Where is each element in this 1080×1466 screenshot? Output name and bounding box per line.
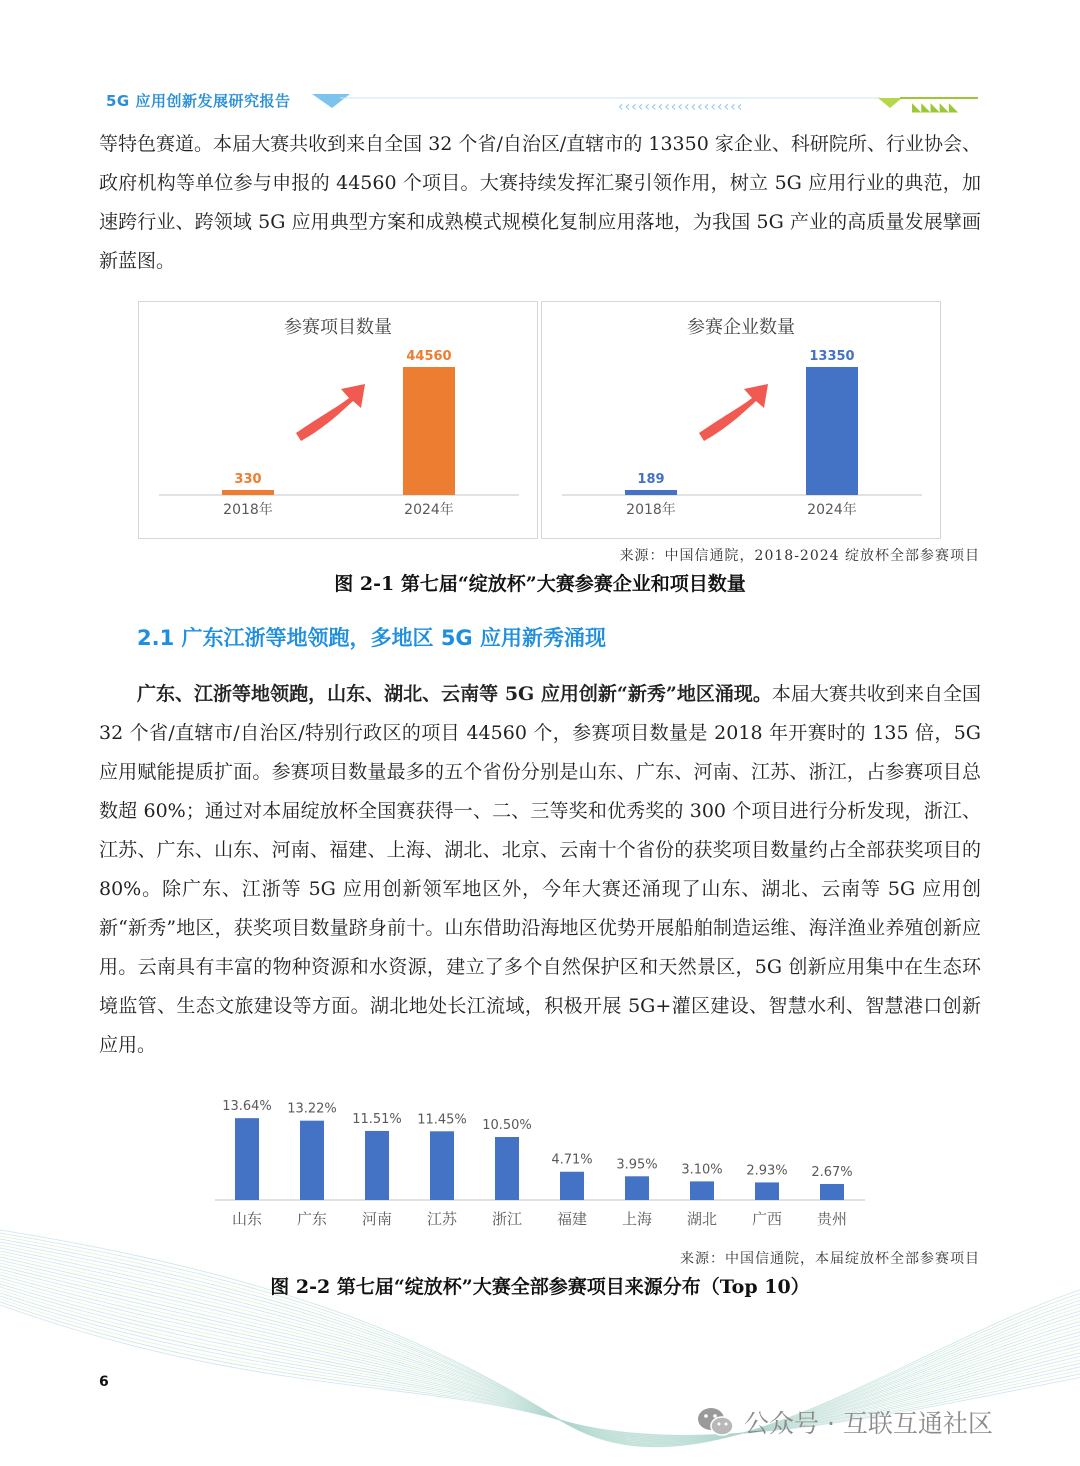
province-bar-9 [820, 1184, 844, 1200]
companies-bar-0 [625, 490, 677, 495]
province-category-label-2: 河南 [361, 1210, 393, 1228]
province-bar-8 [755, 1182, 779, 1200]
svg-text:◣◣◣◣◣: ◣◣◣◣◣ [912, 100, 959, 114]
province-category-label-0: 山东 [231, 1210, 263, 1228]
province-bar-0 [235, 1118, 259, 1200]
province-bar-5 [560, 1172, 584, 1200]
page-number: 6 [99, 1374, 109, 1390]
watermark-text: 公众号 · 互联互通社区 [744, 1409, 993, 1438]
projects-trend-arrow-icon [296, 384, 365, 441]
province-category-label-7: 湖北 [686, 1210, 718, 1228]
province-bar-4 [495, 1137, 519, 1200]
projects-value-label-1: 44560 [406, 349, 452, 364]
province-distribution-chart [200, 1082, 900, 1242]
province-bar-2 [365, 1131, 389, 1200]
intro-paragraph: 等特色赛道。本届大赛共收到来自全国 32 个省/自治区/直辖市的 13350 家企业、科研院所、行业协会、政府机构等单位参与申报的 44560 个项目。大赛持续发挥汇聚引领作用，树立 5G 应用行业的典范，加速跨行业、跨领域 5G 应用典型方案和成熟模式规模化复制应用落地，为我国 5G 产业的高质量发展擘画新蓝图。 [99, 133, 981, 272]
province-value-label-9: 2.67% [811, 1164, 853, 1180]
province-category-label-6: 上海 [621, 1210, 653, 1228]
province-value-label-6: 3.95% [616, 1157, 658, 1173]
province-value-label-4: 10.50% [482, 1118, 532, 1133]
projects-bar-0 [222, 490, 274, 495]
projects-chart-title: 参赛项目数量 [284, 317, 392, 338]
companies-value-label-1: 13350 [809, 349, 855, 364]
figure1-caption: 图 2-1 第七届“绽放杯”大赛参赛企业和项目数量 [334, 573, 746, 595]
province-value-label-1: 13.22% [287, 1101, 337, 1117]
province-bar-3 [430, 1131, 454, 1200]
province-bar-6 [625, 1176, 649, 1200]
province-value-label-2: 11.51% [352, 1111, 402, 1127]
companies-category-label-0: 2018年 [626, 502, 676, 518]
companies-category-label-1: 2024年 [807, 502, 857, 518]
province-category-label-5: 福建 [556, 1210, 588, 1228]
companies-count-chart [542, 302, 940, 538]
province-bar-1 [300, 1121, 324, 1200]
companies-chart-panel [541, 301, 941, 539]
section-title: 2.1 广东江浙等地领跑，多地区 5G 应用新秀涌现 [137, 626, 606, 650]
companies-value-label-0: 189 [637, 472, 665, 487]
province-value-label-8: 2.93% [746, 1163, 788, 1179]
watermark [696, 1404, 993, 1440]
report-header-title: 5G 应用创新发展研究报告 [106, 92, 291, 110]
province-value-label-5: 4.71% [551, 1152, 593, 1168]
province-category-label-8: 广西 [751, 1210, 783, 1228]
province-category-label-1: 广东 [296, 1210, 328, 1228]
projects-category-label-0: 2018年 [223, 502, 273, 518]
province-value-label-7: 3.10% [681, 1162, 723, 1178]
companies-bar-1 [806, 367, 858, 495]
projects-bar-1 [403, 367, 455, 495]
companies-trend-arrow-icon [699, 384, 768, 441]
figure1-source: 来源：中国信通院，2018-2024 绽放杯全部参赛项目 [619, 548, 980, 564]
province-bar-7 [690, 1181, 714, 1200]
projects-count-chart [139, 302, 537, 538]
province-category-label-3: 江苏 [426, 1210, 458, 1228]
province-category-label-4: 浙江 [491, 1210, 523, 1228]
wechat-icon [696, 1405, 736, 1439]
figure2-caption: 图 2-2 第七届“绽放杯”大赛全部参赛项目来源分布（Top 10） [270, 1276, 810, 1298]
province-category-label-9: 贵州 [816, 1210, 848, 1228]
section-body: 本届大赛共收到来自全国 32 个省/直辖市/自治区/特别行政区的项目 44560 个，参赛项目数量是 2018 年开赛时的 135 倍，5G 应用赋能提质扩面。参赛项目数量最多的五个省份分别是山东、广东、河南、江苏、浙江，占参赛项目总数超 60%；通过对本届绽放杯全国赛获得一、二、三等奖和优秀奖的 300 个项目进行分析发现，浙江、江苏、广东、山东、河南、福建、上海、湖北、北京、云南十个省份的获奖项目数量约占全部获奖项目的 80%。除广东、江浙等 5G 应用创新领军地区外，今年大赛还涌现了山东、湖北、云南等 5G 应用创新“新秀”地区，获奖项目数量跻身前十。山东借助沿海地区优势开展船舶制造运维、海洋渔业养殖创新应用。云南具有丰富的物种资源和水资源，建立了多个自然保护区和天然景区，5G 创新应用集中在生态环境监管、生态文旅建设等方面。湖北地处长江流域，积极开展 5G+灌区建设、智慧水利、智慧港口创新应用。 [99, 683, 981, 1056]
figure2-source: 来源：中国信通院，本届绽放杯全部参赛项目 [680, 1251, 980, 1267]
province-value-label-3: 11.45% [417, 1112, 467, 1128]
projects-chart-panel [138, 301, 538, 539]
companies-chart-title: 参赛企业数量 [687, 317, 795, 338]
section-paragraph [99, 675, 981, 1065]
section-lead: 广东、江浙等地领跑，山东、湖北、云南等 5G 应用创新“新秀”地区涌现。 [137, 683, 772, 705]
projects-category-label-1: 2024年 [404, 502, 454, 518]
svg-text:‹‹‹‹‹‹‹‹‹‹‹‹‹‹‹‹‹‹‹: ‹‹‹‹‹‹‹‹‹‹‹‹‹‹‹‹‹‹‹ [618, 99, 744, 115]
projects-value-label-0: 330 [234, 472, 262, 487]
province-value-label-0: 13.64% [222, 1099, 272, 1115]
